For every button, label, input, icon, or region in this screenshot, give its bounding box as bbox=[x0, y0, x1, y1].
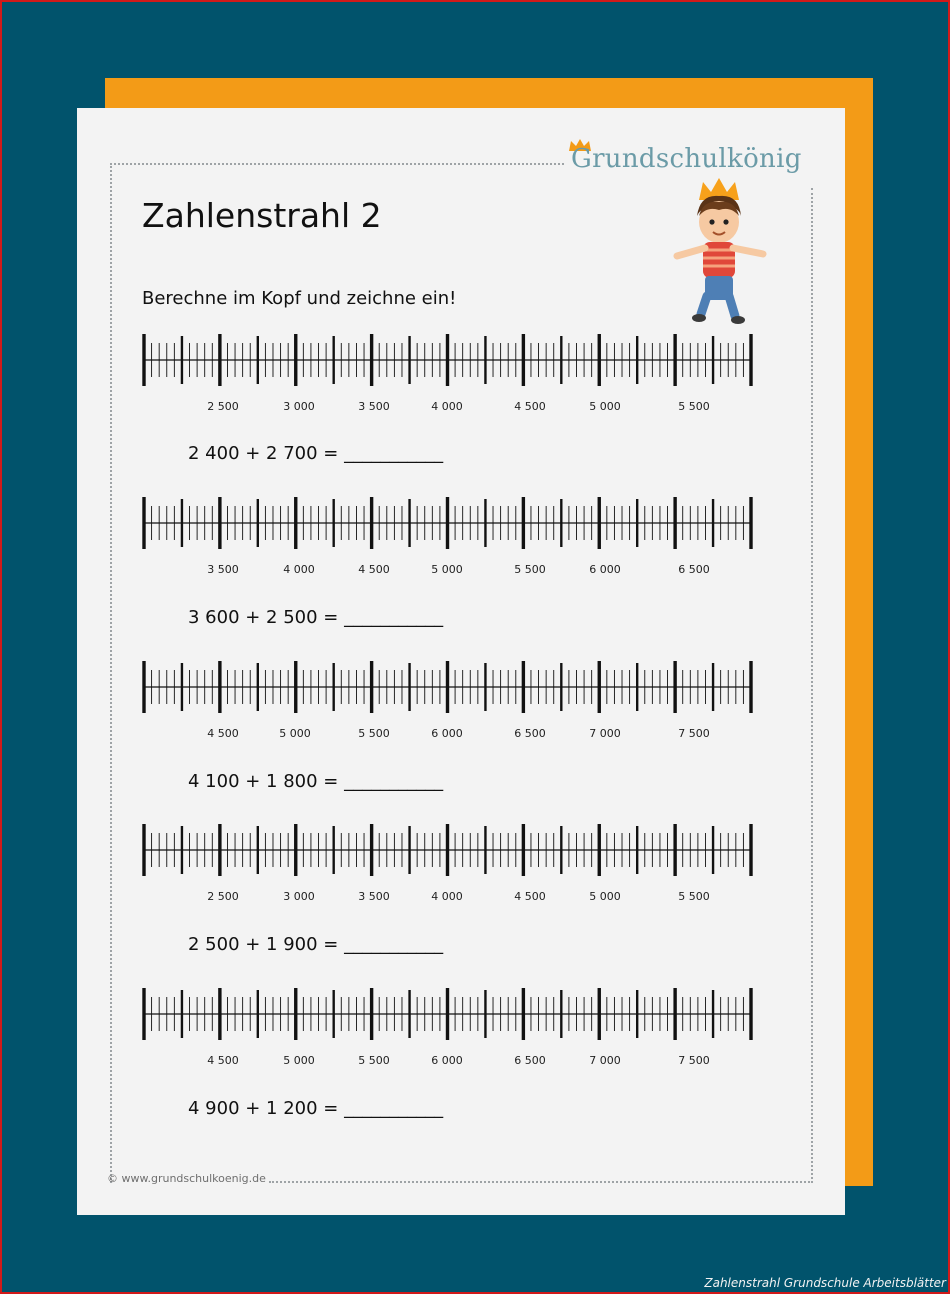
number-line-4 bbox=[142, 822, 753, 878]
equation-3: 4 100 + 1 800 = ___________ bbox=[188, 771, 444, 792]
image-caption: Zahlenstrahl Grundschule Arbeitsblätter bbox=[704, 1276, 946, 1290]
tick-label: 4 500 bbox=[207, 727, 239, 740]
ruler-graphic bbox=[142, 986, 753, 1042]
equation-2: 3 600 + 2 500 = ___________ bbox=[188, 607, 444, 628]
number-line-3 bbox=[142, 659, 753, 715]
tick-label: 5 000 bbox=[589, 890, 621, 903]
dotted-border-right bbox=[811, 188, 813, 1183]
tick-label: 5 000 bbox=[283, 1054, 315, 1067]
instruction-text: Berechne im Kopf und zeichne ein! bbox=[142, 288, 457, 309]
tick-label: 5 000 bbox=[279, 727, 311, 740]
ruler-graphic bbox=[142, 659, 753, 715]
tick-label: 5 000 bbox=[589, 400, 621, 413]
tick-label: 2 500 bbox=[207, 890, 239, 903]
equation-5: 4 900 + 1 200 = ___________ bbox=[188, 1098, 444, 1119]
brand-logo-text: Grundschulkönig bbox=[571, 144, 802, 174]
number-line-1 bbox=[142, 332, 753, 388]
tick-label: 6 500 bbox=[678, 563, 710, 576]
tick-label: 7 000 bbox=[589, 727, 621, 740]
tick-label: 4 500 bbox=[207, 1054, 239, 1067]
tick-label: 3 000 bbox=[283, 400, 315, 413]
tick-label: 4 500 bbox=[358, 563, 390, 576]
dotted-border-left bbox=[110, 163, 112, 1183]
tick-label: 4 500 bbox=[514, 890, 546, 903]
tick-label: 6 000 bbox=[431, 727, 463, 740]
tick-label: 6 000 bbox=[589, 563, 621, 576]
ruler-graphic bbox=[142, 332, 753, 388]
tick-label: 6 000 bbox=[431, 1054, 463, 1067]
ruler-graphic bbox=[142, 822, 753, 878]
tick-label: 6 500 bbox=[514, 1054, 546, 1067]
equation-4: 2 500 + 1 900 = ___________ bbox=[188, 934, 444, 955]
tick-label: 5 500 bbox=[358, 1054, 390, 1067]
tick-label: 7 500 bbox=[678, 1054, 710, 1067]
tick-label: 5 000 bbox=[431, 563, 463, 576]
tick-label: 2 500 bbox=[207, 400, 239, 413]
tick-label: 7 000 bbox=[589, 1054, 621, 1067]
tick-label: 5 500 bbox=[358, 727, 390, 740]
dotted-border-top bbox=[110, 163, 564, 165]
worksheet bbox=[77, 108, 845, 1215]
dotted-border-bottom bbox=[269, 1181, 813, 1183]
tick-label: 3 500 bbox=[207, 563, 239, 576]
tick-label: 3 500 bbox=[358, 890, 390, 903]
boy-mascot-illustration bbox=[667, 176, 773, 326]
tick-label: 4 500 bbox=[514, 400, 546, 413]
number-line-5 bbox=[142, 986, 753, 1042]
number-line-2 bbox=[142, 495, 753, 551]
tick-label: 4 000 bbox=[431, 400, 463, 413]
footer-copyright: © www.grundschulkoenig.de bbox=[107, 1172, 266, 1185]
tick-label: 5 500 bbox=[678, 400, 710, 413]
tick-label: 3 500 bbox=[358, 400, 390, 413]
ruler-graphic bbox=[142, 495, 753, 551]
tick-label: 5 500 bbox=[678, 890, 710, 903]
tick-label: 5 500 bbox=[514, 563, 546, 576]
worksheet-title: Zahlenstrahl 2 bbox=[142, 196, 382, 235]
tick-label: 3 000 bbox=[283, 890, 315, 903]
tick-label: 4 000 bbox=[431, 890, 463, 903]
tick-label: 4 000 bbox=[283, 563, 315, 576]
tick-label: 7 500 bbox=[678, 727, 710, 740]
equation-1: 2 400 + 2 700 = ___________ bbox=[188, 443, 444, 464]
tick-label: 6 500 bbox=[514, 727, 546, 740]
